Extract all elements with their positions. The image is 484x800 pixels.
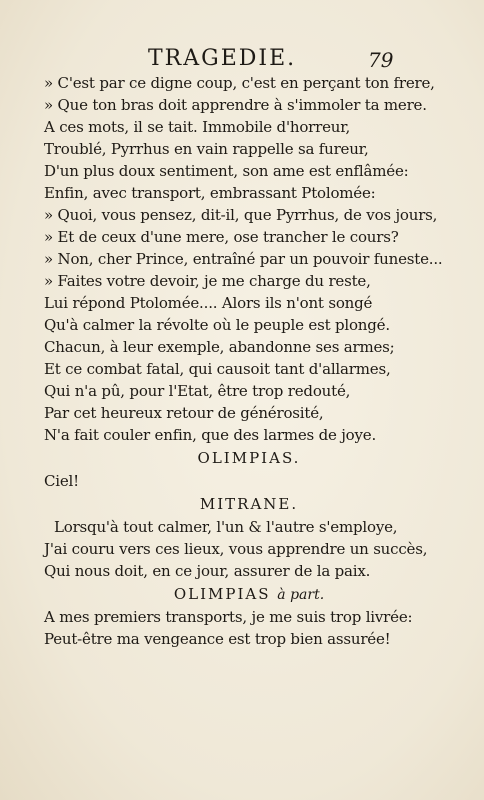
verse-line: Qu'à calmer la révolte où le peuple est plongé. — [44, 316, 390, 334]
verse-line: Lorsqu'à tout calmer, l'un & l'autre s'employe, — [54, 518, 398, 536]
verse-line: » Non, cher Prince, entraîné par un pouvoir funeste... — [44, 250, 443, 268]
verse-line: Peut-être ma vengeance est trop bien assurée! — [44, 630, 391, 648]
verse-line: » C'est par ce digne coup, c'est en perçant ton frere, — [44, 74, 435, 92]
verse-line: Qui n'a pû, pour l'Etat, être trop redouté, — [44, 382, 351, 400]
verse-line: Enfin, avec transport, embrassant Ptolomée: — [44, 184, 376, 202]
stage-direction: à part. — [277, 587, 325, 603]
speaker-label: MITRANE. — [199, 495, 299, 513]
speaker-label: OLIMPIAS — [173, 585, 271, 603]
verse-line: » Que ton bras doit apprendre à s'immoler ta mere. — [44, 96, 427, 114]
verse-line: A mes premiers transports, je me suis trop livrée: — [44, 608, 413, 626]
verse-line: N'a fait couler enfin, que des larmes de joye. — [44, 426, 377, 444]
verse-line: Ciel! — [44, 472, 79, 490]
verse-line: A ces mots, il se tait. Immobile d'horreur, — [44, 118, 351, 136]
running-title: TRAGEDIE. — [148, 46, 297, 71]
verse-text — [44, 72, 454, 650]
verse-line: J'ai couru vers ces lieux, vous apprendre un succès, — [44, 540, 428, 558]
verse-line: Qui nous doit, en ce jour, assurer de la paix. — [44, 562, 371, 580]
verse-line: » Faites votre devoir, je me charge du reste, — [44, 272, 371, 290]
verse-line: Chacun, à leur exemple, abandonne ses armes; — [44, 338, 395, 356]
verse-line: Et ce combat fatal, qui causoit tant d'allarmes, — [44, 360, 391, 378]
verse-line: D'un plus doux sentiment, son ame est enflâmée: — [44, 162, 409, 180]
speaker-label: OLIMPIAS. — [197, 449, 301, 467]
verse-line: Troublé, Pyrrhus en vain rappelle sa fureur, — [44, 140, 369, 158]
verse-line: » Et de ceux d'une mere, ose trancher le cours? — [44, 228, 399, 246]
speaker-name — [44, 582, 454, 606]
speaker-name — [44, 446, 454, 470]
page-number: 79 — [368, 48, 394, 72]
verse-line: Lui répond Ptolomée.... Alors ils n'ont songé — [44, 294, 373, 312]
verse-line: » Quoi, vous pensez, dit-il, que Pyrrhus, de vos jours, — [44, 206, 438, 224]
verse-line: Par cet heureux retour de générosité, — [44, 404, 324, 422]
speaker-name — [44, 492, 454, 516]
